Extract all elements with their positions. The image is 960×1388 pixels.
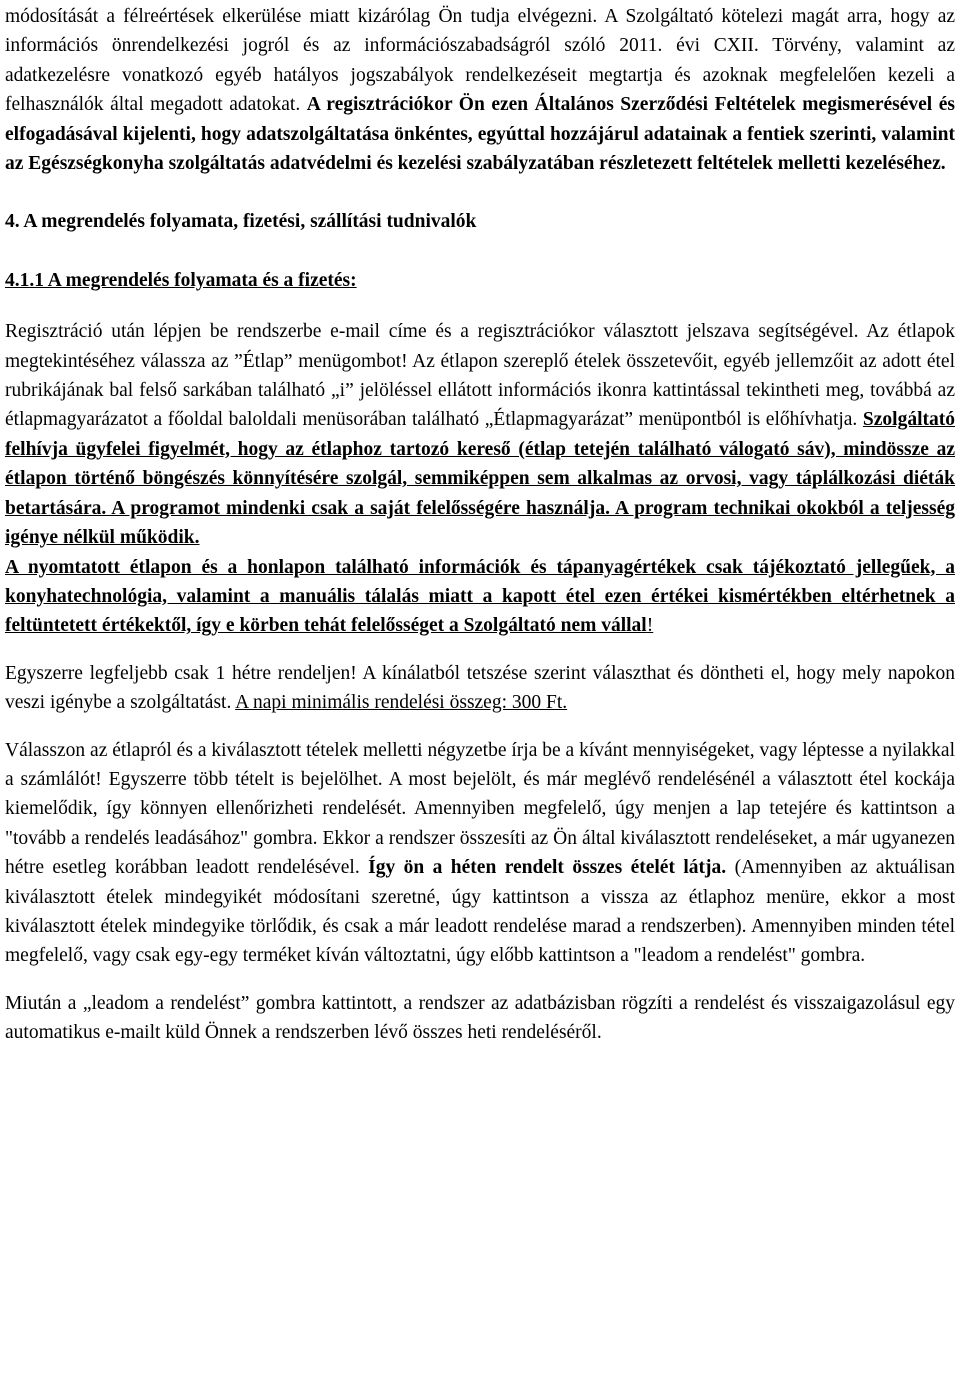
spacer — [5, 971, 955, 989]
subsection-heading: 4.1.1 A megrendelés folyamata és a fizetés: — [5, 269, 357, 291]
minimum-order-text: A napi minimális rendelési összeg: 300 Ft. — [235, 692, 568, 714]
spacer — [5, 641, 955, 659]
weekly-summary-text: Így ön a héten rendelt összes ételét látja. — [368, 857, 727, 879]
search-disclaimer: Szolgáltató felhívja ügyfelei figyelmét, hogy az étlaphoz tartozó kereső (étlap tetején található válogató sáv), mindössze az étlapon történő böngészés könnyítésére szolgál, semmiképpen sem alkalmas az orvosi, vagy táplálkozási diéták betartására. A programot mindenki csak a saját felelősségére használja. A program technikai okokból a teljesség igénye nélkül működik. — [5, 409, 955, 549]
confirmation-paragraph: Miután a „leadom a rendelést” gombra kattintott, a rendszer az adatbázisban rögzíti a rendelést és visszaigazolásul egy automatikus e-mailt küld Önnek a rendszerben lévő összes heti rendeléséről. — [5, 992, 955, 1044]
weekly-limit-text: Egyszerre legfeljebb csak 1 hétre rendeljen! A kínálatból tetszése szerint választhat és döntheti el, hogy mely napokon veszi igénybe a szolgáltatást. — [5, 662, 955, 714]
nutrition-disclaimer-paragraph — [5, 553, 955, 641]
intro-text: módosítását a félreértések elkerülése miatt kizárólag Ön tudja elvégezni. A Szolgáltató kötelezi magát arra, hogy az információs önrendelkezési jogról és az információszabadságról szóló 2011. évi CXII. Törvény, valamint az adatkezelésre vonatkozó egyéb hatályos jogszabályok rendelkezéseit megtartja és azoknak megfelelően kezeli a felhasználók által megadott adatokat. — [5, 6, 955, 116]
spacer — [5, 295, 955, 317]
nutrition-disclaimer-end: ! — [646, 615, 654, 637]
registration-consent-text: A regisztrációkor Ön ezen Általános Szerződési Feltételek megismerésével és elfogadásával kijelenti, hogy adatszolgáltatása önkéntes, egyúttal hozzájárul adatainak a fentiek szerinti, valamint az Egészségkonyha szolgáltatás adatvédelmi és kezelési szabályzatában részletezett feltételek melletti kezeléséhez. — [5, 94, 956, 175]
ordering-paragraph — [5, 317, 955, 552]
spacer — [5, 178, 955, 207]
section-heading: 4. A megrendelés folyamata, fizetési, szállítási tudnivalók — [5, 211, 477, 233]
ordering-text: Regisztráció után lépjen be rendszerbe e-mail címe és a regisztrációkor választott jelszava segítségével. Az étlapok megtekintéséhez válassza az ”Étlap” menügombot! Az étlapon szereplő ételek összetevőit, egyéb jellemzőit az adott étel rubrikájának bal felső sarkában található „i” jelöléssel ellátott információs ikonra kattintással tekintheti meg, továbbá az étlapmagyarázatot a főoldal baloldali menüsorában található „Étlapmagyarázat” menüpontból is előhívhatja. — [5, 321, 955, 431]
spacer — [5, 718, 955, 736]
selection-text: Válasszon az étlapról és a kiválasztott tételek melletti négyzetbe írja be a kívánt mennyiségeket, vagy léptesse a nyilakkal a számlálót! Egyszerre több tételt is bejelölhet. A most bejelölt, és már meglévő rendelésénél a választott étel kockája kiemelődik, így könnyen ellenőrizheti rendelését. Amennyiben megfelelő, úgy menjen a lap tetejére és kattintson a "tovább a rendelés leadásához" gombra. Ekkor a rendszer összesíti az Ön által kiválasztott rendeléseket, a már ugyanezen hétre esetleg korábban leadott rendelésével. — [5, 739, 955, 879]
nutrition-disclaimer: A nyomtatott étlapon és a honlapon található információk és tápanyagértékek csak tájékoztató jellegűek, a konyhatechnológia, valamint a manuális tálalás miatt a kapott étel ezen értékei kismértékben eltérhetnek a feltüntetett értékektől, így e körben tehát felelősséget a Szolgáltató nem vállal — [5, 556, 955, 637]
modification-text: (Amennyiben az aktuálisan kiválasztott ételek mindegyikét módosítani szeretné, úgy kattintson a vissza az étlaphoz menüre, ekkor a most kiválasztott ételek mindegyike törlődik, és csak a már leadott rendelése marad a rendszerben). Amennyiben minden tétel megfelelő, vagy csak egy-egy terméket kíván változtatni, úgy előbb kattintson a "leadom a rendelést" gombra. — [5, 857, 955, 967]
selection-paragraph — [5, 736, 955, 971]
weekly-limit-paragraph — [5, 659, 955, 718]
spacer — [5, 237, 955, 266]
intro-paragraph — [5, 2, 955, 178]
